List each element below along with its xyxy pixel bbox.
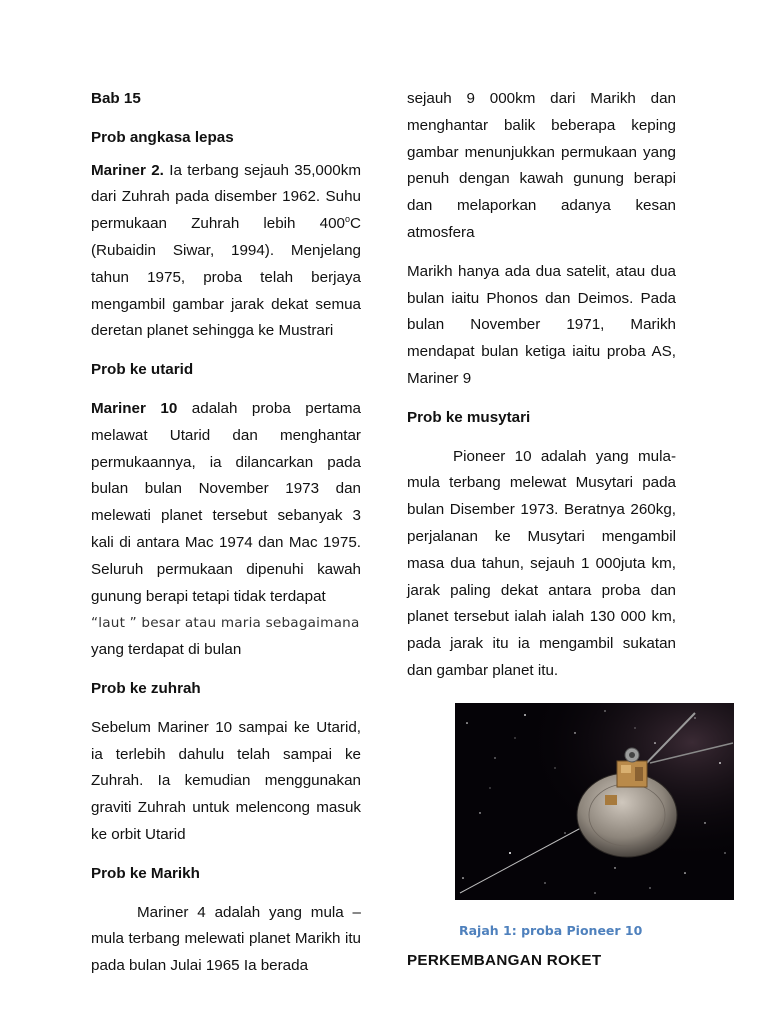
section-heading-perkembangan-roket: PERKEMBANGAN ROKET (407, 952, 602, 969)
paragraph-pioneer-10: Pioneer 10 adalah yang mula-mula terbang melewat Musytari pada bulan Disember 1973. Beratnya 260kg, perjalanan ke Musytari mengambil masa dua tahun, sejauh 1 000juta km, jarak paling dekat antara proba dan planet tersebut ialah ialah 130 000 km, pada jarak itu ia mengambil sukatan dan gambar planet itu. (407, 447, 676, 679)
page-title: Prob angkasa lepas (91, 128, 234, 146)
mariner-10-text-a: adalah proba pertama melawat Utarid dan menghantar permukaannya, ia dilancarkan pada bulan bulan November 1973 dan melewati planet tersebut sebanyak 3 kali di antara Mac 1974 dan Mac 1975. Seluruh permukaan dipenuhi kawah gunung berapi tetapi tidak terdapat (91, 399, 361, 605)
paragraph-mariner-2 (91, 158, 361, 346)
mariner-2-text-a: Ia terbang sejauh 35,000km dari Zuhrah pada disember 1962. Suhu permukaan Zuhrah lebih 400 (91, 161, 361, 233)
heading-prob-ke-marikh: Prob ke Marikh (91, 864, 200, 882)
paragraph-zuhrah: Sebelum Mariner 10 sampai ke Utarid, ia terlebih dahulu telah sampai ke Zuhrah. Ia kemudian menggunakan graviti Zuhrah untuk melencong masuk ke orbit Utarid (91, 718, 361, 843)
mariner-10-label: Mariner 10 (91, 399, 178, 417)
figure-caption: Rajah 1: proba Pioneer 10 (459, 923, 643, 938)
pioneer-10-image (455, 703, 734, 900)
heading-prob-ke-utarid: Prob ke utarid (91, 361, 194, 379)
heading-prob-ke-zuhrah: Prob ke zuhrah (91, 679, 201, 697)
mariner-2-text-b: C (Rubaidin Siwar, 1994). Menjelang tahun 1975, proba telah berjaya mengambil gambar jarak dekat semua deretan planet sehingga ke Mustrari (91, 215, 361, 340)
mariner-2-label: Mariner 2. (91, 161, 164, 179)
paragraph-marikh-satellites: Marikh hanya ada dua satelit, atau dua bulan iaitu Phonos dan Deimos. Pada bulan November 1971, Marikh mendapat bulan ketiga iaitu proba AS, Mariner 9 (407, 262, 676, 387)
paragraph-mariner-10-end: yang terdapat di bulan (91, 641, 242, 659)
chapter-label: Bab 15 (91, 90, 141, 107)
paragraph-mariner-4: Mariner 4 adalah yang mula – mula terbang melewati planet Marikh itu pada bulan Julai 1965 Ia berada (91, 903, 361, 975)
pioneer-10-illustration (455, 703, 734, 900)
paragraph-mariner-10-quote: “laut ” besar atau maria sebagaimana (91, 615, 360, 632)
degree-superscript: o (345, 214, 351, 225)
paragraph-marikh-continued: sejauh 9 000km dari Marikh dan menghantar balik beberapa keping gambar menunjukkan permukaan yang penuh dengan kawah gunung berapi dan melaporkan adanya kesan atmosfera (407, 90, 676, 241)
heading-prob-ke-musytari: Prob ke musytari (407, 408, 531, 426)
left-column (91, 86, 361, 980)
paragraph-mariner-10 (91, 396, 361, 610)
right-column (407, 86, 676, 685)
